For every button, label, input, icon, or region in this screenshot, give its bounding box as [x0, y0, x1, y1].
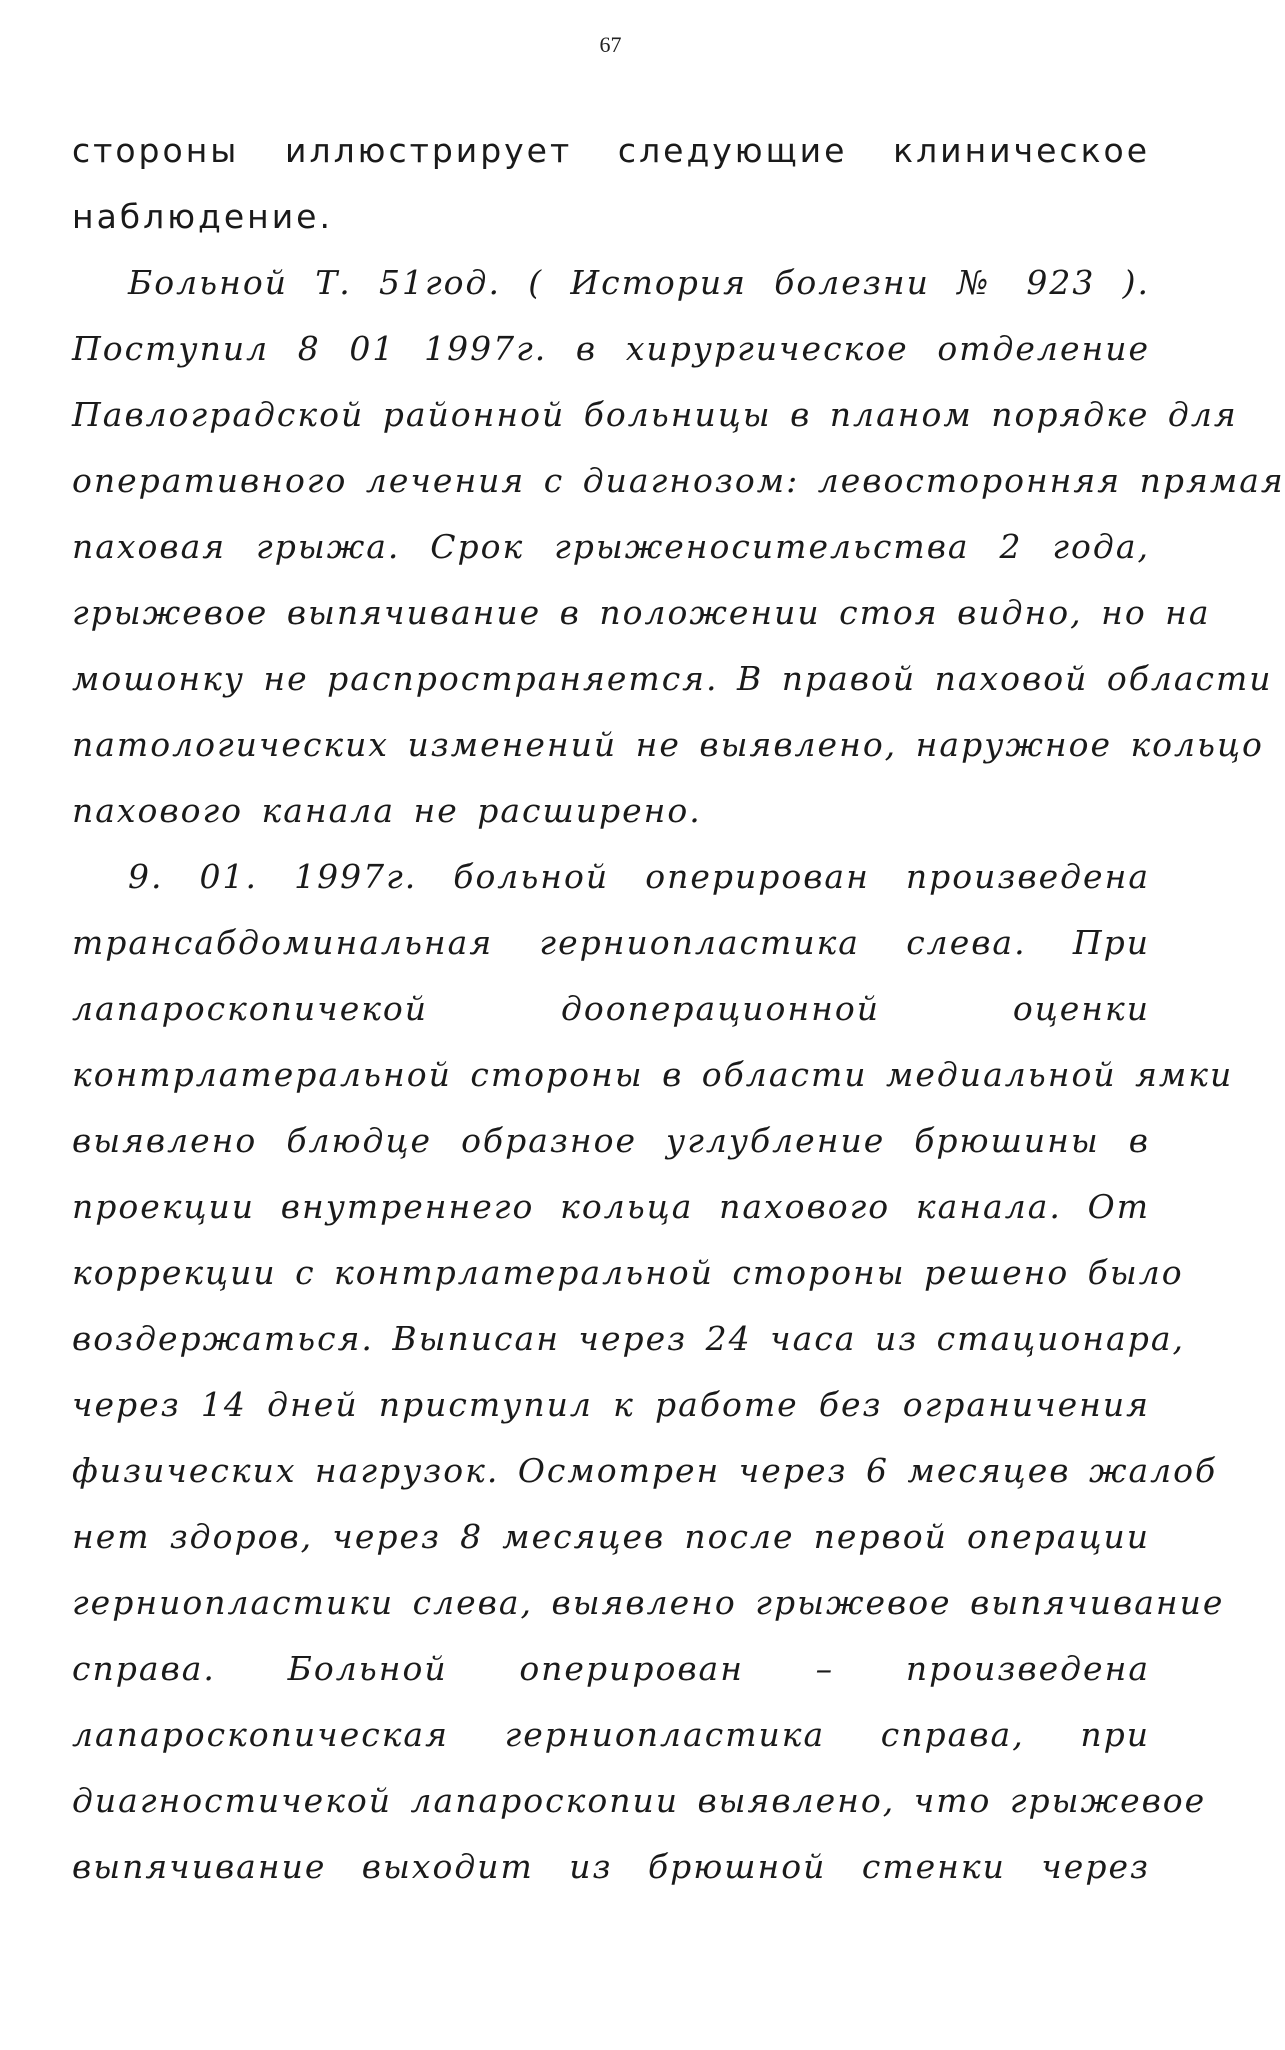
text-line: выпячивание выходит из брюшной стенки через [72, 1847, 1150, 1886]
text-line: мошонку не распространяется. В правой паховой области [72, 659, 1273, 698]
text-line: лапароскопическая герниопластика справа, при [72, 1715, 1150, 1754]
text-line: воздержаться. Выписан через 24 часа из стационара, [72, 1319, 1185, 1358]
text-line: трансабдоминальная герниопластика слева. При [72, 923, 1150, 962]
case-history-paragraph [72, 250, 1285, 844]
text-line: стороны иллюстрирует следующие клиническое [72, 131, 1150, 170]
text-line: диагностичекой лапароскопии выявлено, что грыжевое [72, 1781, 1207, 1820]
text-line: коррекции с контрлатеральной стороны решено было [72, 1253, 1184, 1292]
text-line: Поступил 8 01 1997г. в хирургическое отделение [72, 329, 1150, 368]
text-line: через 14 дней приступил к работе без ограничения [72, 1385, 1150, 1424]
text-line: 9. 01. 1997г. больной оперирован произведена [128, 857, 1150, 896]
text-line: паховая грыжа. Срок грыженосительства 2 года, [72, 527, 1150, 566]
text-line: контрлатеральной стороны в области медиальной ямки [72, 1055, 1234, 1094]
text-line: проекции внутреннего кольца пахового канала. От [72, 1187, 1150, 1226]
text-line: Павлоградской районной больницы в планом порядке для [72, 395, 1238, 434]
text-line: герниопластики слева, выявлено грыжевое выпячивание [72, 1583, 1225, 1622]
text-line: патологических изменений не выявлено, наружное кольцо [72, 725, 1264, 764]
text-line: выявлено блюдце образное углубление брюшины в [72, 1121, 1150, 1160]
intro-text [72, 118, 1150, 250]
text-line: наблюдение. [72, 197, 333, 236]
text-line: Больной Т. 51год. ( История болезни № 923 ). [128, 263, 1150, 302]
text-line: лапароскопичекой дооперационной оценки [72, 989, 1150, 1028]
operation-paragraph [72, 844, 1234, 1900]
text-line: грыжевое выпячивание в положении стоя видно, но на [72, 593, 1211, 632]
text-line: пахового канала не расширено. [72, 791, 702, 830]
text-line: справа. Больной оперирован – произведена [72, 1649, 1150, 1688]
page-number: 67 [599, 32, 622, 57]
text-line: физических нагрузок. Осмотрен через 6 месяцев жалоб [72, 1451, 1218, 1490]
text-line: нет здоров, через 8 месяцев после первой операции [72, 1517, 1150, 1556]
text-line: оперативного лечения с диагнозом: левосторонняя прямая [72, 461, 1285, 500]
